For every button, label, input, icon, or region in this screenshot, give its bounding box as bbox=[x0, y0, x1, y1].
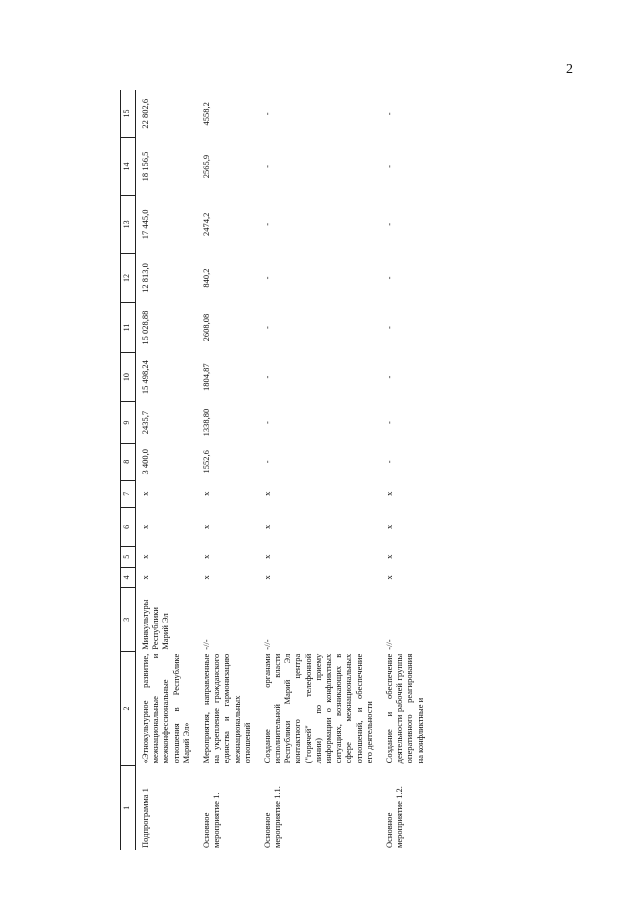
row-cell: х bbox=[261, 575, 272, 580]
row-cell: 3 400,0 bbox=[140, 449, 150, 475]
header-cell: 10 bbox=[121, 352, 136, 402]
row-cell: х bbox=[140, 554, 150, 559]
row-cell: 1552,6 bbox=[200, 450, 211, 474]
header-cell: 7 bbox=[121, 480, 136, 507]
row-executor: Минкультуры Республики Марий Эл bbox=[140, 599, 171, 650]
table-header-row bbox=[121, 90, 136, 850]
row-cell: х bbox=[140, 575, 150, 580]
row-cell: 18 156,5 bbox=[140, 151, 150, 182]
header-cell: 13 bbox=[121, 195, 136, 253]
header-cell: 5 bbox=[121, 546, 136, 567]
table-row bbox=[380, 90, 431, 850]
row-cell: - bbox=[383, 222, 394, 226]
row-cell: - bbox=[261, 112, 272, 116]
row-cell: 12 813,0 bbox=[140, 263, 150, 293]
row-cell: х bbox=[261, 524, 272, 529]
row-cell: х bbox=[261, 554, 272, 559]
row-cell: 2474,2 bbox=[200, 212, 211, 236]
row-cell: 2435,7 bbox=[140, 410, 150, 435]
row-cell: х bbox=[383, 491, 394, 496]
header-cell: 9 bbox=[121, 402, 136, 443]
row-cell: 22 802,6 bbox=[140, 98, 150, 129]
row-executor: -//- bbox=[383, 639, 394, 650]
header-cell: 4 bbox=[121, 567, 136, 588]
row-cell: 1338,80 bbox=[200, 408, 211, 437]
row-cell: - bbox=[261, 165, 272, 168]
row-cell: 15 498,24 bbox=[140, 360, 150, 395]
row-cell: 15 028,88 bbox=[140, 310, 150, 345]
row-cell: - bbox=[383, 326, 394, 329]
row-cell: - bbox=[383, 165, 394, 168]
row-title: Подпрограмма 1 bbox=[140, 788, 150, 848]
row-cell: х bbox=[200, 524, 211, 529]
row-cell: 4558,2 bbox=[200, 102, 211, 126]
budget-table bbox=[120, 90, 431, 850]
rotated-table-wrapper bbox=[120, 90, 520, 850]
header-cell: 2 bbox=[121, 652, 136, 766]
table-row bbox=[258, 90, 380, 850]
row-cell: х bbox=[383, 575, 394, 580]
row-cell: х bbox=[383, 524, 394, 529]
header-cell: 3 bbox=[121, 588, 136, 652]
table-row bbox=[197, 90, 258, 850]
row-cell: - bbox=[261, 375, 272, 379]
row-cell: - bbox=[383, 460, 394, 464]
row-executor: -//- bbox=[200, 639, 211, 650]
row-cell: - bbox=[261, 276, 272, 280]
header-cell: 11 bbox=[121, 303, 136, 353]
header-cell: 14 bbox=[121, 138, 136, 196]
row-description: Создание органами исполнительной власти Республики Марий Эл контактного центра ("горячей" телефонной линии) по приему информации о конфликтных ситуациях, возникающих в сфере межнациональных отношений, и обеспечение его деятельности bbox=[261, 653, 374, 764]
row-executor: -//- bbox=[261, 639, 272, 650]
row-cell: - bbox=[383, 375, 394, 379]
row-cell: х bbox=[261, 491, 272, 496]
row-description: «Этнокультурное развитие, межнациональные и межконфессиональные отношения в Республике Марий Эл» bbox=[140, 653, 191, 764]
header-cell: 15 bbox=[121, 90, 136, 138]
header-cell: 12 bbox=[121, 253, 136, 303]
row-cell: х bbox=[383, 554, 394, 559]
header-cell: 1 bbox=[121, 765, 136, 850]
row-cell: х bbox=[140, 524, 150, 529]
row-cell: 2565,9 bbox=[200, 154, 211, 179]
row-cell: - bbox=[261, 222, 272, 226]
row-cell: - bbox=[261, 326, 272, 329]
row-cell: - bbox=[261, 421, 272, 424]
row-cell: - bbox=[383, 112, 394, 116]
row-title: Основное мероприятие 1.2. bbox=[383, 786, 405, 848]
page-number: 2 bbox=[566, 62, 573, 77]
row-cell: 840,2 bbox=[200, 268, 211, 288]
row-cell: - bbox=[383, 421, 394, 424]
header-cell: 8 bbox=[121, 443, 136, 480]
row-cell: х bbox=[140, 491, 150, 496]
row-description: Мероприятия, направленные на укрепление гражданского единства и гармонизацию межнациональных отношений bbox=[200, 653, 252, 764]
row-title: Основное мероприятие 1. bbox=[200, 792, 222, 848]
row-cell: х bbox=[200, 575, 211, 580]
row-cell: х bbox=[200, 491, 211, 496]
row-cell: 2608,08 bbox=[200, 313, 211, 342]
row-description: Создание и обеспечение деятельности рабочей группы оперативного реагирования на конфликтные и bbox=[383, 653, 425, 764]
table-row bbox=[136, 90, 197, 850]
header-cell: 6 bbox=[121, 507, 136, 546]
row-cell: 1804,87 bbox=[200, 363, 211, 391]
row-cell: 17 445,0 bbox=[140, 209, 150, 240]
row-cell: х bbox=[200, 554, 211, 559]
row-title: Основное мероприятие 1.1. bbox=[261, 786, 283, 848]
row-cell: - bbox=[383, 276, 394, 280]
row-cell: - bbox=[261, 460, 272, 464]
